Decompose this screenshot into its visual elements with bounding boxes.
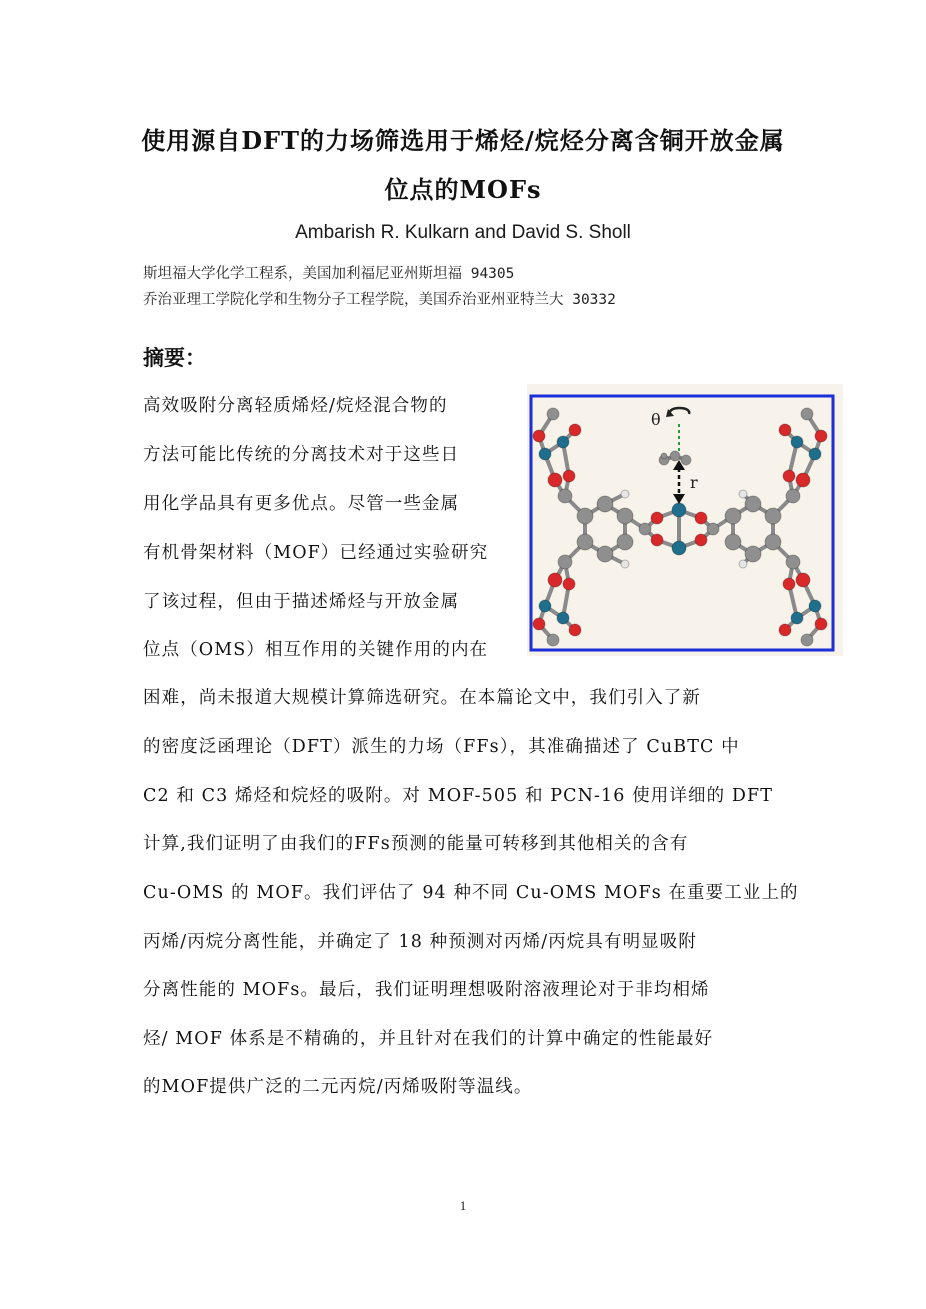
- carbon-atom: [577, 534, 593, 550]
- abstract-line: 丙烯/丙烷分离性能，并确定了 18 种预测对丙烯/丙烷具有明显吸附: [143, 932, 697, 952]
- carbon-atom: [597, 546, 613, 562]
- carbon-atom: [617, 508, 633, 524]
- copper-atom: [672, 541, 686, 555]
- carbon-atom: [558, 489, 572, 503]
- abstract-line: 烃/ MOF 体系是不精确的，并且针对在我们的计算中确定的性能最好: [143, 1029, 714, 1049]
- copper-atom: [557, 436, 569, 448]
- page-number: 1: [459, 1198, 467, 1213]
- carbon-atom: [670, 451, 680, 461]
- abstract-line: 有机骨架材料（MOF）已经通过实验研究: [143, 543, 489, 563]
- abstract-line: 分离性能的 MOFs。最后，我们证明理想吸附溶液理论对于非均相烯: [143, 980, 710, 1000]
- oxygen-atom: [796, 573, 810, 587]
- affiliation-1: 斯坦福大学化学工程系，美国加利福尼亚州斯坦福 94305: [143, 266, 515, 282]
- carbon-atom: [577, 508, 593, 524]
- hydrogen-atom: [621, 560, 629, 568]
- oxygen-atom: [569, 624, 581, 636]
- oxygen-atom: [533, 618, 545, 630]
- carbon-atom: [801, 408, 813, 420]
- oxygen-atom: [815, 618, 827, 630]
- carbon-atom: [801, 634, 813, 646]
- hydrogen-atom: [621, 490, 629, 498]
- carbon-atom: [765, 508, 781, 524]
- copper-atom: [809, 448, 821, 460]
- abstract-line: 了该过程，但由于描述烯烃与开放金属: [143, 592, 460, 612]
- distance-arrowhead-down-icon: [673, 494, 685, 504]
- copper-atom: [791, 436, 803, 448]
- copper-atom: [539, 448, 551, 460]
- distance-label-r: r: [690, 473, 698, 492]
- oxygen-atom: [651, 512, 663, 524]
- oxygen-atom: [563, 470, 575, 482]
- abstract-line: 计算,我们证明了由我们的FFs预测的能量可转移到其他相关的含有: [143, 834, 689, 854]
- oxygen-atom: [695, 512, 707, 524]
- molecular-bonds: [539, 414, 821, 640]
- copper-atom: [539, 600, 551, 612]
- abstract-line: C2 和 C3 烯烃和烷烃的吸附。对 MOF-505 和 PCN-16 使用详细的 DFT: [143, 786, 773, 806]
- oxygen-atom: [548, 573, 562, 587]
- copper-atom: [809, 600, 821, 612]
- rotation-arrow-icon: [670, 408, 690, 414]
- carbon-atom: [786, 489, 800, 503]
- carbon-atom: [547, 634, 559, 646]
- carbon-atom: [681, 455, 691, 465]
- theta-label: θ: [651, 410, 661, 429]
- carbon-atom: [725, 534, 741, 550]
- abstract-line: 方法可能比传统的分离技术对于这些日: [143, 445, 460, 465]
- carbon-atom: [745, 496, 761, 512]
- oxygen-atom: [796, 473, 810, 487]
- abstract-line: 位点（OMS）相互作用的关键作用的内在: [143, 640, 489, 660]
- carbon-atom: [547, 408, 559, 420]
- title-line-1: 使用源自DFT的力场筛选用于烯烃/烷烃分离含铜开放金属: [141, 126, 785, 155]
- copper-atom: [557, 612, 569, 624]
- carbon-atom: [707, 523, 719, 535]
- oxygen-atom: [651, 534, 663, 546]
- carbon-atom: [617, 534, 633, 550]
- affiliation-2: 乔治亚理工学院化学和生物分子工程学院，美国乔治亚州亚特兰大 30332: [143, 292, 616, 308]
- abstract-line: 用化学品具有更多优点。尽管一些金属: [143, 494, 460, 514]
- title-line-2: 位点的MOFs: [384, 175, 542, 204]
- carbon-atom: [745, 546, 761, 562]
- oxygen-atom: [533, 430, 545, 442]
- carbon-atom: [639, 523, 651, 535]
- mof-structure-figure: [527, 384, 843, 656]
- oxygen-atom: [569, 424, 581, 436]
- oxygen-atom: [779, 424, 791, 436]
- carbon-atom: [661, 453, 667, 459]
- abstract-line: Cu-OMS 的 MOF。我们评估了 94 种不同 Cu-OMS MOFs 在重要工业上的: [143, 883, 799, 903]
- hydrogen-atom: [739, 560, 747, 568]
- carbon-atom: [765, 534, 781, 550]
- abstract-line: 的MOF提供广泛的二元丙烷/丙烯吸附等温线。: [143, 1077, 533, 1097]
- abstract-line: 困难，尚未报道大规模计算筛选研究。在本篇论文中，我们引入了新: [143, 688, 701, 708]
- copper-atom: [672, 503, 686, 517]
- carbon-atom: [597, 496, 613, 512]
- oxygen-atom: [815, 430, 827, 442]
- carbon-atom: [725, 508, 741, 524]
- oxygen-atom: [563, 578, 575, 590]
- oxygen-atom: [783, 578, 795, 590]
- abstract-heading: 摘要：: [143, 345, 206, 370]
- oxygen-atom: [779, 624, 791, 636]
- oxygen-atom: [695, 534, 707, 546]
- abstract-line: 高效吸附分离轻质烯烃/烷烃混合物的: [143, 396, 448, 416]
- oxygen-atom: [783, 470, 795, 482]
- carbon-atom: [558, 555, 572, 569]
- author-list: Ambarish R. Kulkarn and David S. Sholl: [295, 222, 631, 243]
- oxygen-atom: [548, 473, 562, 487]
- abstract-line: 的密度泛函理论（DFT）派生的力场（FFs），其准确描述了 CuBTC 中: [143, 737, 740, 757]
- copper-atom: [791, 612, 803, 624]
- carbon-atom: [786, 555, 800, 569]
- hydrogen-atom: [739, 490, 747, 498]
